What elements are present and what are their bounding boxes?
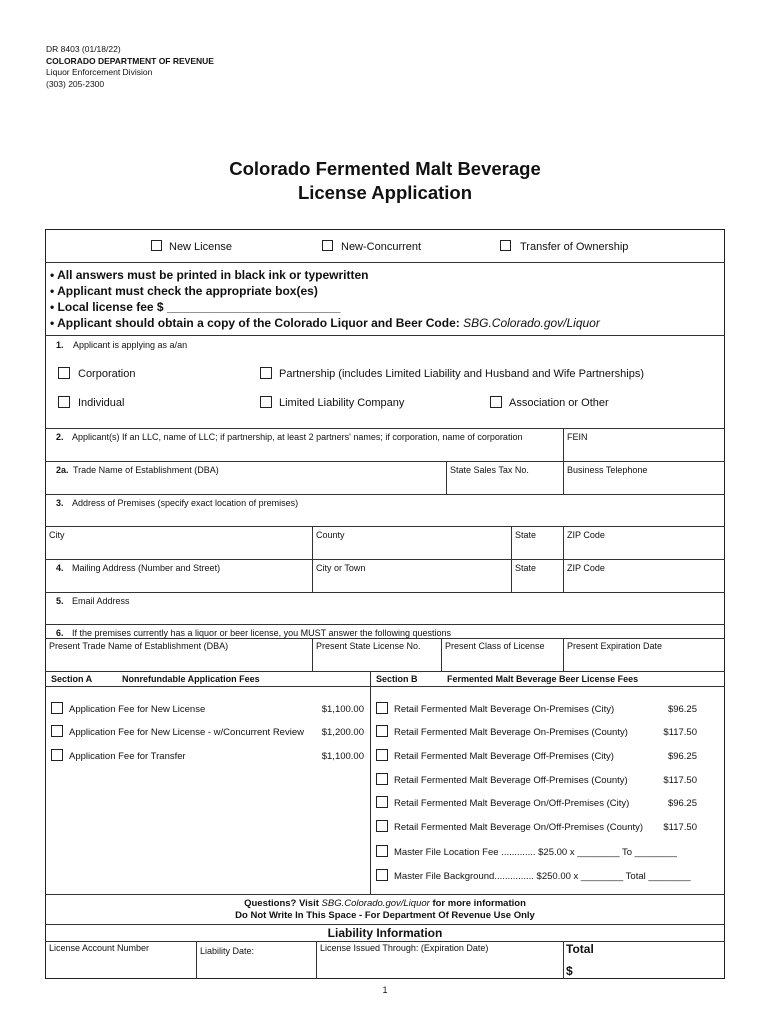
section-a-label: Section A (51, 674, 93, 684)
q5-label: Email Address (72, 596, 130, 606)
do-not-write-note: Do Not Write In This Space - For Department Of Revenue Use Only (235, 910, 535, 921)
license-issued-label: License Issued Through: (Expiration Date) (320, 943, 489, 953)
liquor-code-link[interactable]: SBG.Colorado.gov/Liquor (463, 316, 600, 330)
fee-transfer-checkbox[interactable] (51, 749, 63, 761)
q6-label: If the premises currently has a liquor or beer license, you MUST answer the following questions (72, 628, 452, 638)
fee-concurrent-amount: $1,200.00 (321, 727, 364, 738)
individual-label: Individual (78, 397, 125, 409)
divider (45, 461, 725, 462)
q2a-number: 2a. (56, 465, 69, 475)
on-off-premises-county-amount: $117.50 (663, 822, 697, 833)
section-a-title: Nonrefundable Application Fees (122, 674, 260, 684)
present-trade-name-label: Present Trade Name of Establishment (DBA) (49, 641, 229, 651)
page-number: 1 (382, 985, 388, 995)
q4-label: Mailing Address (Number and Street) (72, 563, 221, 573)
divider (441, 638, 442, 671)
transfer-ownership-label: Transfer of Ownership (520, 241, 629, 253)
divider (45, 941, 725, 942)
q2a-label: Trade Name of Establishment (DBA) (73, 465, 219, 475)
new-license-checkbox[interactable] (151, 240, 162, 251)
off-premises-county-label: Retail Fermented Malt Beverage Off-Premises (County) (394, 775, 628, 786)
mail-city-label: City or Town (316, 563, 366, 573)
section-divider (370, 671, 371, 894)
divider (45, 671, 725, 672)
on-premises-city-checkbox[interactable] (376, 702, 388, 714)
present-state-license-label: Present State License No. (316, 641, 421, 651)
questions-link[interactable]: SBG.Colorado.gov/Liquor (321, 898, 430, 909)
state-label: State (515, 530, 537, 540)
fee-transfer-amount: $1,100.00 (321, 751, 364, 762)
questions-note (45, 898, 725, 909)
divider (45, 592, 725, 593)
divider (196, 941, 197, 979)
divider (316, 941, 317, 979)
divider (45, 428, 725, 429)
divider (45, 335, 725, 336)
instruction-4-text: • Applicant should obtain a copy of the Colorado Liquor and Beer Code: (50, 316, 464, 330)
on-off-premises-county-checkbox[interactable] (376, 820, 388, 832)
divider (45, 638, 725, 639)
total-dollar-sign: $ (566, 964, 573, 978)
department-name: COLORADO DEPARTMENT OF REVENUE (46, 55, 214, 66)
on-off-premises-city-checkbox[interactable] (376, 796, 388, 808)
instruction-4 (50, 316, 600, 330)
mail-zip-label: ZIP Code (567, 563, 605, 573)
divider (45, 526, 725, 527)
on-off-premises-city-label: Retail Fermented Malt Beverage On/Off-Premises (City) (394, 798, 630, 809)
off-premises-city-amount: $96.25 (667, 751, 697, 762)
q3-number: 3. (56, 498, 64, 508)
state-tax-label: State Sales Tax No. (450, 465, 529, 475)
fein-label: FEIN (567, 432, 588, 442)
total-label: Total (566, 942, 594, 956)
new-concurrent-checkbox[interactable] (322, 240, 333, 251)
fee-concurrent-checkbox[interactable] (51, 725, 63, 737)
fee-new-license-checkbox[interactable] (51, 702, 63, 714)
fee-transfer-label: Application Fee for Transfer (69, 751, 186, 762)
divider (45, 686, 725, 687)
on-off-premises-county-label: Retail Fermented Malt Beverage On/Off-Premises (County) (394, 822, 644, 833)
association-checkbox[interactable] (490, 396, 502, 408)
off-premises-county-checkbox[interactable] (376, 773, 388, 785)
mail-state-label: State (515, 563, 537, 573)
on-premises-county-checkbox[interactable] (376, 725, 388, 737)
q3-label: Address of Premises (specify exact location of premises) (72, 498, 299, 508)
fee-concurrent-label: Application Fee for New License - w/Concurrent Review (69, 727, 304, 738)
instruction-1: • All answers must be printed in black ink or typewritten (50, 268, 369, 282)
master-location-checkbox[interactable] (376, 845, 388, 857)
license-account-label: License Account Number (49, 943, 150, 953)
form-header (46, 44, 214, 90)
instruction-3: • Local license fee $ __________________________ (50, 300, 341, 314)
on-premises-county-amount: $117.50 (663, 727, 697, 738)
divider (563, 461, 564, 494)
corporation-label: Corporation (78, 368, 136, 380)
partnership-checkbox[interactable] (260, 367, 272, 379)
present-class-label: Present Class of License (445, 641, 545, 651)
liability-title: Liability Information (327, 926, 443, 940)
fee-new-license-amount: $1,100.00 (321, 704, 364, 715)
llc-label: Limited Liability Company (279, 397, 405, 409)
individual-checkbox[interactable] (58, 396, 70, 408)
divider (312, 559, 313, 592)
on-premises-county-label: Retail Fermented Malt Beverage On-Premises (County) (394, 727, 628, 738)
off-premises-city-checkbox[interactable] (376, 749, 388, 761)
fee-new-license-label: Application Fee for New License (69, 704, 206, 715)
divider (312, 638, 313, 671)
q1-number: 1. (56, 340, 64, 350)
divider (45, 624, 725, 625)
page-title (0, 157, 770, 205)
q2-number: 2. (56, 432, 64, 442)
divider (563, 638, 564, 671)
divider (45, 559, 725, 560)
title-line-2: License Application (297, 182, 473, 203)
division-name: Liquor Enforcement Division (46, 67, 153, 77)
city-label: City (49, 530, 65, 540)
q2-label: Applicant(s) If an LLC, name of LLC; if partnership, at least 2 partners' names; if corporation, name of corporation (72, 432, 523, 442)
llc-checkbox[interactable] (260, 396, 272, 408)
off-premises-city-label: Retail Fermented Malt Beverage Off-Premises (City) (394, 751, 614, 762)
on-premises-city-label: Retail Fermented Malt Beverage On-Premises (City) (394, 704, 615, 715)
divider (45, 262, 725, 263)
on-off-premises-city-amount: $96.25 (667, 798, 697, 809)
corporation-checkbox[interactable] (58, 367, 70, 379)
form-number: DR 8403 (01/18/22) (46, 44, 121, 54)
master-location-label: Master File Location Fee ............. $25.00 x ________ To ________ (394, 847, 677, 858)
divider (312, 526, 313, 559)
master-background-label: Master File Background............... $250.00 x ________ Total ________ (394, 871, 691, 882)
on-premises-city-amount: $96.25 (667, 704, 697, 715)
divider (446, 461, 447, 494)
new-license-label: New License (169, 241, 232, 253)
liability-date-label: Liability Date: (200, 946, 255, 956)
questions-prefix: Questions? Visit (244, 898, 322, 909)
divider (45, 894, 725, 895)
association-label: Association or Other (509, 397, 609, 409)
title-line-1: Colorado Fermented Malt Beverage (229, 158, 541, 179)
zip-label: ZIP Code (567, 530, 605, 540)
divider (563, 428, 564, 461)
instruction-2: • Applicant must check the appropriate box(es) (50, 284, 318, 298)
present-expiration-label: Present Expiration Date (567, 641, 663, 651)
county-label: County (316, 530, 345, 540)
partnership-label: Partnership (includes Limited Liability and Husband and Wife Partnerships) (279, 368, 645, 380)
divider (45, 494, 725, 495)
phone-number: (303) 205-2300 (46, 78, 105, 89)
off-premises-county-amount: $117.50 (663, 775, 697, 786)
q5-number: 5. (56, 596, 64, 606)
questions-suffix: for more information (429, 898, 526, 909)
business-phone-label: Business Telephone (567, 465, 648, 475)
new-concurrent-label: New-Concurrent (341, 241, 422, 253)
transfer-ownership-checkbox[interactable] (500, 240, 511, 251)
q1-label: Applicant is applying as a/an (73, 340, 188, 350)
q4-number: 4. (56, 563, 64, 573)
master-background-checkbox[interactable] (376, 869, 388, 881)
q6-number: 6. (56, 628, 64, 638)
section-b-title: Fermented Malt Beverage Beer License Fees (447, 674, 639, 684)
divider (563, 941, 564, 979)
section-b-label: Section B (376, 674, 418, 684)
divider (45, 924, 725, 925)
